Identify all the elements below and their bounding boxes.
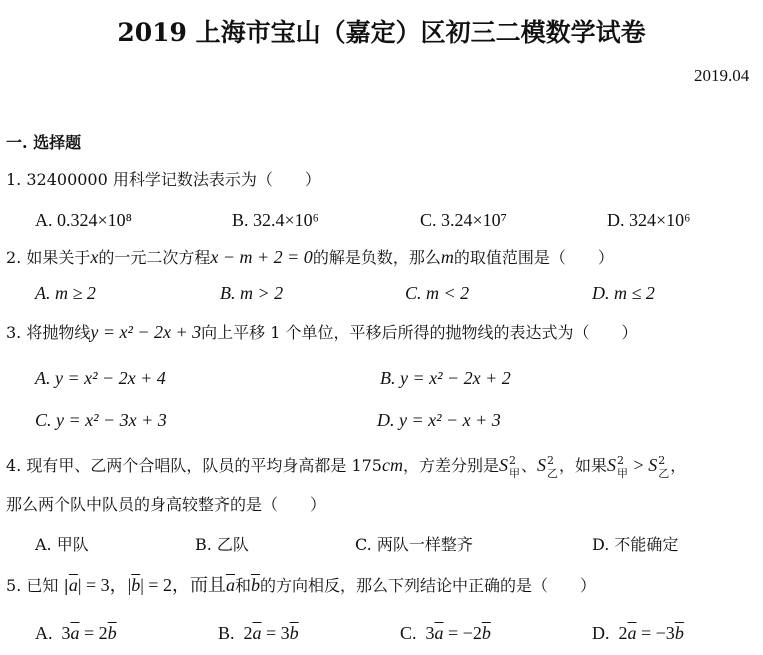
q5-text: 的方向相反，那么下列结论中正确的是（ ）: [259, 576, 596, 595]
coef: = 3: [266, 623, 290, 643]
vector-a: $\overline{a}$: [434, 623, 444, 643]
subscript: 乙: [547, 466, 559, 480]
q3-text: 向上平移 1 个单位，平移后所得的抛物线的表达式为（ ）: [201, 323, 638, 342]
variance-yi: [547, 454, 558, 480]
q1-option-b: B. 32.4×10⁶: [232, 210, 319, 230]
vector-a: $\overline{a}$: [225, 575, 235, 595]
q2-text: 的取值范围是（ ）: [453, 248, 614, 267]
question-4-line2: 那么两个队中队员的身高较整齐的是（ ）: [6, 495, 327, 514]
q3-option-b: B. y = x² − 2x + 2: [380, 368, 511, 388]
coef: = −2: [448, 623, 482, 643]
coef: = 2: [84, 623, 108, 643]
page-title: 2019 上海市宝山（嘉定）区初三二模数学试卷: [117, 18, 646, 47]
q2-text: 2. 如果关于: [6, 248, 91, 267]
q5-text: | = 3，|: [77, 575, 132, 595]
q3-option-d: D. y = x² − x + 3: [377, 410, 501, 430]
q3-text: 3. 将抛物线: [6, 323, 91, 342]
q4-option-d: D. 不能确定: [592, 535, 679, 554]
q2-option-c: C. m < 2: [405, 283, 470, 303]
q4-text: ，: [670, 456, 687, 475]
vector-b: $\overline{b}$: [250, 575, 260, 595]
q5-option-b: [218, 623, 299, 643]
q3-equation: y = x² − 2x + 3: [90, 322, 202, 342]
q5-option-d: [592, 623, 684, 643]
vector-a: $\overline{a}$: [252, 623, 262, 643]
variance-symbol: S: [537, 455, 547, 475]
q4-text: ，方差分别是: [402, 456, 499, 475]
q3-option-a: A. y = x² − 2x + 4: [35, 368, 166, 388]
exponent: 2: [658, 453, 666, 467]
question-4: [6, 451, 686, 480]
q4-option-b: B. 乙队: [195, 535, 249, 554]
vector-b: $\overline{b}$: [674, 623, 684, 643]
coef: 3: [425, 623, 435, 643]
q4-text: >: [629, 455, 649, 475]
exponent: 2: [617, 453, 625, 467]
option-label: A.: [35, 623, 53, 643]
q5-text: 和: [234, 576, 251, 595]
option-label: D.: [592, 623, 610, 643]
coef: 2: [618, 623, 628, 643]
q3-option-c: C. y = x² − 3x + 3: [35, 410, 167, 430]
q4-text: 4. 现有甲、乙两个合唱队，队员的平均身高都是 175: [6, 456, 382, 475]
q1-option-a: A. 0.324×10⁸: [35, 210, 132, 230]
q1-option-c: C. 3.24×10⁷: [420, 210, 507, 230]
q2-var-m: m: [440, 247, 454, 267]
vector-b: $\overline{b}$: [107, 623, 117, 643]
option-label: B.: [218, 623, 235, 643]
question-1: 1. 32400000 用科学记数法表示为（ ）: [6, 170, 321, 189]
q2-equation: x − m + 2 = 0: [210, 247, 313, 267]
variance-jia: [617, 454, 628, 480]
vector-b: $\overline{b}$: [481, 623, 491, 643]
q5-option-a: [35, 623, 117, 643]
vector-a: $\overline{a}$: [68, 575, 78, 595]
variance-jia: [509, 454, 520, 480]
option-label: C.: [400, 623, 417, 643]
variance-yi: [658, 454, 669, 480]
q4-unit: cm: [381, 455, 403, 475]
coef: 2: [243, 623, 253, 643]
question-5: [6, 575, 596, 596]
q2-text: 的解是负数，那么: [312, 248, 441, 267]
exponent: 2: [509, 453, 516, 467]
variance-symbol: S: [499, 455, 508, 475]
question-3: [6, 322, 638, 343]
coef: 3: [61, 623, 71, 643]
q2-text: 的一元二次方程: [98, 248, 211, 267]
q2-var-x: x: [90, 247, 99, 267]
variance-symbol: S: [648, 455, 658, 475]
section-heading: 一. 选择题: [6, 133, 82, 152]
subscript: 乙: [658, 466, 670, 480]
variance-symbol: S: [607, 455, 617, 475]
exponent: 2: [547, 453, 555, 467]
vector-b: $\overline{b}$: [131, 575, 141, 595]
q4-option-a: A. 甲队: [35, 535, 89, 554]
q2-option-a: A. m ≥ 2: [35, 283, 96, 303]
q4-text: ，如果: [559, 456, 608, 475]
q4-option-c: C. 两队一样整齐: [355, 535, 473, 554]
q2-option-d: D. m ≤ 2: [592, 283, 655, 303]
coef: = −3: [641, 623, 675, 643]
vector-a: $\overline{a}$: [627, 623, 637, 643]
subscript: 甲: [509, 466, 520, 480]
vector-b: $\overline{b}$: [289, 623, 299, 643]
exam-date: 2019.04: [694, 66, 750, 85]
question-2: [6, 247, 614, 268]
vector-a: $\overline{a}$: [70, 623, 80, 643]
q5-text: | = 2，而且: [140, 575, 226, 595]
q4-text: 、: [521, 456, 538, 475]
q5-option-c: [400, 623, 491, 643]
q5-text: 5. 已知 |: [6, 576, 69, 595]
q2-option-b: B. m > 2: [220, 283, 284, 303]
q1-option-d: D. 324×10⁶: [607, 210, 691, 230]
subscript: 甲: [617, 466, 629, 480]
